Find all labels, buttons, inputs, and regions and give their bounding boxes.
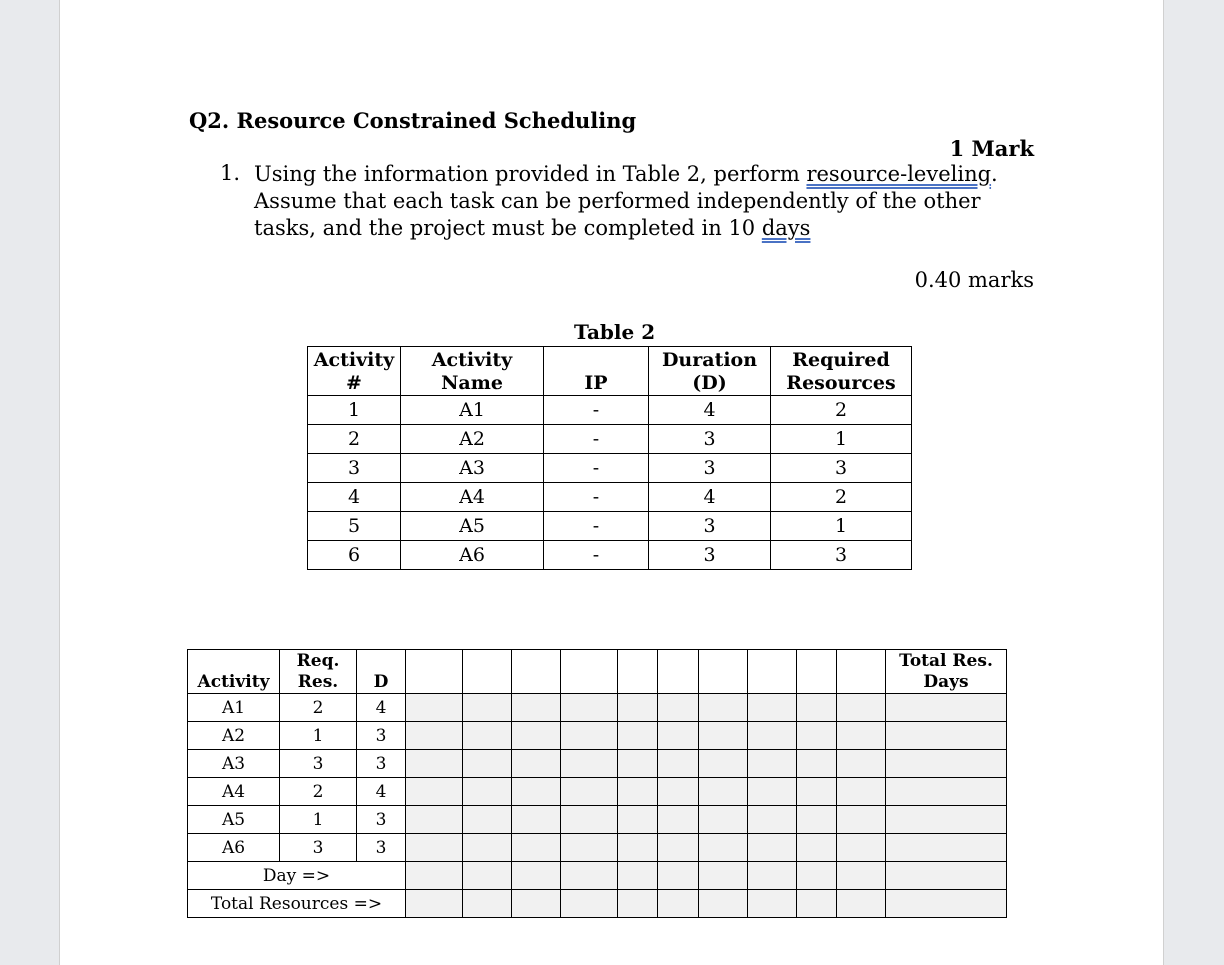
cell: - <box>544 425 649 454</box>
day-header-cell[interactable] <box>561 650 618 694</box>
day-cell[interactable] <box>406 750 463 778</box>
day-cell[interactable] <box>748 778 797 806</box>
day-cell[interactable] <box>618 722 658 750</box>
day-cell[interactable] <box>618 862 658 890</box>
day-row <box>188 862 1007 890</box>
day-cell[interactable] <box>463 834 512 862</box>
header-activity: Activity <box>188 650 280 694</box>
activity-cell: A4 <box>188 778 280 806</box>
d-cell: 3 <box>357 750 406 778</box>
day-cell[interactable] <box>406 890 463 918</box>
cell: 4 <box>649 396 771 425</box>
header-required-resources: Required Resources <box>771 347 912 396</box>
day-cell[interactable] <box>797 806 837 834</box>
day-cell[interactable] <box>699 750 748 778</box>
cell: 4 <box>649 483 771 512</box>
table-2 <box>307 346 912 570</box>
header-activity-number: Activity # <box>308 347 401 396</box>
total-cell[interactable] <box>886 722 1007 750</box>
day-cell[interactable] <box>406 722 463 750</box>
day-header-cell[interactable] <box>512 650 561 694</box>
day-cell[interactable] <box>618 778 658 806</box>
day-cell[interactable] <box>406 694 463 722</box>
day-cell[interactable] <box>512 834 561 862</box>
question-text <box>254 161 1044 242</box>
total-cell[interactable] <box>886 750 1007 778</box>
day-cell[interactable] <box>406 834 463 862</box>
day-cell[interactable] <box>463 862 512 890</box>
day-cell[interactable] <box>797 694 837 722</box>
req-res-cell: 3 <box>280 750 357 778</box>
cell: 5 <box>308 512 401 541</box>
schedule-row <box>188 834 1007 862</box>
day-header-cell[interactable] <box>618 650 658 694</box>
document-page <box>59 0 1164 965</box>
day-cell[interactable] <box>748 806 797 834</box>
header-req-res: Req. Res. <box>280 650 357 694</box>
cell: 1 <box>771 425 912 454</box>
total-cell[interactable] <box>886 694 1007 722</box>
header-d: D <box>357 650 406 694</box>
day-cell[interactable] <box>561 862 618 890</box>
cell: - <box>544 483 649 512</box>
cell: 6 <box>308 541 401 570</box>
cell: 3 <box>649 541 771 570</box>
total-cell[interactable] <box>886 862 1007 890</box>
req-res-cell: 1 <box>280 722 357 750</box>
day-cell[interactable] <box>463 750 512 778</box>
day-cell[interactable] <box>797 862 837 890</box>
day-header-cell[interactable] <box>406 650 463 694</box>
header-ip: IP <box>544 347 649 396</box>
cell: A6 <box>401 541 544 570</box>
activity-cell: A2 <box>188 722 280 750</box>
day-header-cell[interactable] <box>797 650 837 694</box>
day-cell[interactable] <box>797 750 837 778</box>
list-number: 1. <box>220 161 241 185</box>
table-row <box>308 512 912 541</box>
question-text-part: . Assume that each task can be performed independently of the other tasks, and the project must be completed in 10 <box>254 162 998 240</box>
cell: 4 <box>308 483 401 512</box>
day-cell[interactable] <box>797 778 837 806</box>
day-cell[interactable] <box>837 890 886 918</box>
header-total-res-days: Total Res. Days <box>886 650 1007 694</box>
total-resources-label: Total Resources => <box>188 890 406 918</box>
cell: A5 <box>401 512 544 541</box>
day-cell[interactable] <box>837 722 886 750</box>
cell: A2 <box>401 425 544 454</box>
day-cell[interactable] <box>658 778 699 806</box>
day-cell[interactable] <box>512 778 561 806</box>
header-duration: Duration (D) <box>649 347 771 396</box>
total-cell[interactable] <box>886 778 1007 806</box>
day-cell[interactable] <box>699 778 748 806</box>
day-cell[interactable] <box>699 834 748 862</box>
question-title: Q2. Resource Constrained Scheduling <box>189 108 637 133</box>
cell: 3 <box>771 541 912 570</box>
req-res-cell: 2 <box>280 694 357 722</box>
d-cell: 4 <box>357 778 406 806</box>
day-cell[interactable] <box>658 694 699 722</box>
day-cell[interactable] <box>463 778 512 806</box>
total-cell[interactable] <box>886 890 1007 918</box>
day-cell[interactable] <box>748 750 797 778</box>
cell: A4 <box>401 483 544 512</box>
schedule-row <box>188 778 1007 806</box>
day-cell[interactable] <box>512 722 561 750</box>
day-cell[interactable] <box>837 806 886 834</box>
day-cell[interactable] <box>797 834 837 862</box>
marks-label: 0.40 marks <box>914 268 1034 292</box>
cell: - <box>544 512 649 541</box>
day-cell[interactable] <box>561 806 618 834</box>
total-resources-row <box>188 890 1007 918</box>
day-cell[interactable] <box>658 722 699 750</box>
day-cell[interactable] <box>512 806 561 834</box>
total-cell[interactable] <box>886 806 1007 834</box>
day-label: Day => <box>188 862 406 890</box>
day-cell[interactable] <box>658 890 699 918</box>
day-cell[interactable] <box>837 862 886 890</box>
day-cell[interactable] <box>463 890 512 918</box>
day-cell[interactable] <box>512 862 561 890</box>
day-cell[interactable] <box>748 890 797 918</box>
table-row <box>308 541 912 570</box>
schedule-row <box>188 722 1007 750</box>
day-cell[interactable] <box>406 862 463 890</box>
day-cell[interactable] <box>658 862 699 890</box>
day-cell[interactable] <box>699 806 748 834</box>
req-res-cell: 3 <box>280 834 357 862</box>
table-row <box>308 425 912 454</box>
question-text-part: Using the information provided in Table 2, perform <box>254 162 807 186</box>
day-cell[interactable] <box>748 722 797 750</box>
table-row <box>308 454 912 483</box>
cell: 2 <box>771 483 912 512</box>
total-cell[interactable] <box>886 834 1007 862</box>
header-activity-name: Activity Name <box>401 347 544 396</box>
day-cell[interactable] <box>699 694 748 722</box>
spellcheck-word[interactable]: resource-leveling <box>806 162 992 186</box>
day-cell[interactable] <box>512 750 561 778</box>
cell: 3 <box>771 454 912 483</box>
day-cell[interactable] <box>463 694 512 722</box>
day-header-cell[interactable] <box>748 650 797 694</box>
day-cell[interactable] <box>837 694 886 722</box>
cell: - <box>544 541 649 570</box>
table-caption: Table 2 <box>574 320 656 344</box>
spellcheck-word[interactable]: days <box>761 216 811 240</box>
cell: A1 <box>401 396 544 425</box>
schedule-table <box>187 649 1007 918</box>
table-row <box>308 396 912 425</box>
day-cell[interactable] <box>699 862 748 890</box>
day-cell[interactable] <box>512 694 561 722</box>
day-cell[interactable] <box>837 778 886 806</box>
day-header-cell[interactable] <box>837 650 886 694</box>
day-cell[interactable] <box>406 806 463 834</box>
day-cell[interactable] <box>561 694 618 722</box>
cell: 3 <box>649 512 771 541</box>
schedule-header-row <box>188 650 1007 694</box>
day-cell[interactable] <box>463 722 512 750</box>
activity-cell: A3 <box>188 750 280 778</box>
day-cell[interactable] <box>797 890 837 918</box>
day-cell[interactable] <box>618 890 658 918</box>
table-header-row <box>308 347 912 396</box>
day-cell[interactable] <box>618 750 658 778</box>
req-res-cell: 2 <box>280 778 357 806</box>
day-cell[interactable] <box>837 834 886 862</box>
day-cell[interactable] <box>618 834 658 862</box>
cell: 3 <box>649 425 771 454</box>
day-cell[interactable] <box>463 806 512 834</box>
day-cell[interactable] <box>837 750 886 778</box>
day-cell[interactable] <box>699 890 748 918</box>
day-header-cell[interactable] <box>658 650 699 694</box>
cell: 1 <box>308 396 401 425</box>
day-cell[interactable] <box>561 722 618 750</box>
day-cell[interactable] <box>658 834 699 862</box>
day-cell[interactable] <box>699 722 748 750</box>
req-res-cell: 1 <box>280 806 357 834</box>
cell: 3 <box>308 454 401 483</box>
day-cell[interactable] <box>561 834 618 862</box>
activity-cell: A6 <box>188 834 280 862</box>
mark-label: 1 Mark <box>949 136 1034 161</box>
day-cell[interactable] <box>658 750 699 778</box>
day-cell[interactable] <box>561 890 618 918</box>
d-cell: 3 <box>357 722 406 750</box>
d-cell: 4 <box>357 694 406 722</box>
cell: 2 <box>771 396 912 425</box>
day-cell[interactable] <box>797 722 837 750</box>
day-cell[interactable] <box>658 806 699 834</box>
d-cell: 3 <box>357 834 406 862</box>
schedule-row <box>188 694 1007 722</box>
day-cell[interactable] <box>561 750 618 778</box>
day-cell[interactable] <box>748 834 797 862</box>
table-row <box>308 483 912 512</box>
schedule-row <box>188 750 1007 778</box>
activity-cell: A1 <box>188 694 280 722</box>
activity-cell: A5 <box>188 806 280 834</box>
d-cell: 3 <box>357 806 406 834</box>
day-cell[interactable] <box>618 806 658 834</box>
day-header-cell[interactable] <box>699 650 748 694</box>
day-cell[interactable] <box>512 890 561 918</box>
cell: - <box>544 454 649 483</box>
day-header-cell[interactable] <box>463 650 512 694</box>
cell: 3 <box>649 454 771 483</box>
cell: A3 <box>401 454 544 483</box>
day-cell[interactable] <box>618 694 658 722</box>
cell: 1 <box>771 512 912 541</box>
cell: - <box>544 396 649 425</box>
day-cell[interactable] <box>561 778 618 806</box>
schedule-row <box>188 806 1007 834</box>
day-cell[interactable] <box>748 862 797 890</box>
day-cell[interactable] <box>406 778 463 806</box>
day-cell[interactable] <box>748 694 797 722</box>
cell: 2 <box>308 425 401 454</box>
